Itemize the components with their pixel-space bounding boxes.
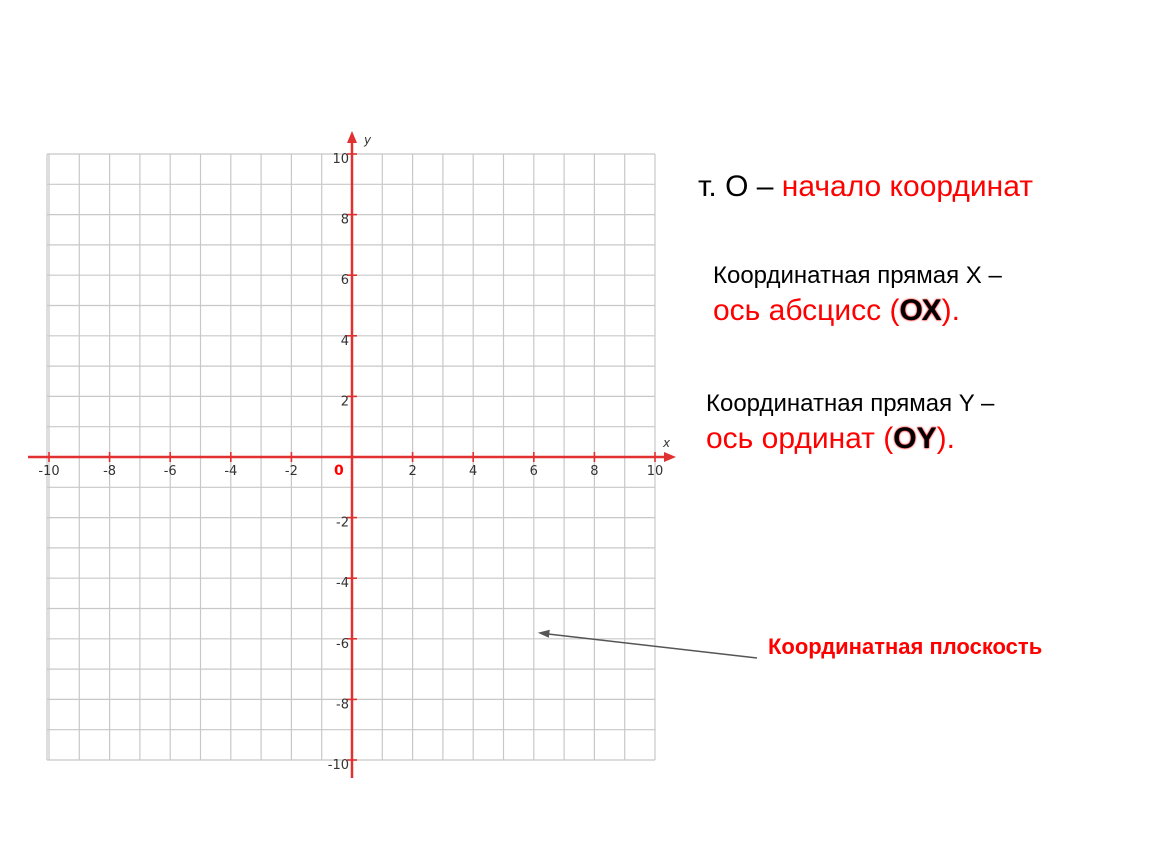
pointer-line: [546, 634, 757, 658]
y-term-close: ).: [936, 422, 955, 455]
x-line-label: Координатная прямая X –: [713, 262, 1002, 289]
origin-term: начало координат: [781, 170, 1033, 203]
x-tick-label: 2: [408, 464, 417, 479]
y-tick-label: -6: [336, 636, 349, 652]
x-tick-label: 10: [646, 464, 664, 479]
x-term: [713, 294, 1002, 328]
x-tick-label: 6: [529, 464, 538, 479]
y-tick-label: -8: [336, 697, 349, 713]
y-tick-label: -4: [336, 576, 349, 592]
origin-definition: [698, 170, 1033, 204]
y-tick-label: -2: [336, 515, 349, 531]
y-tick-label: 2: [340, 394, 349, 410]
x-tick-label: -4: [224, 464, 238, 479]
x-term-close: ).: [941, 294, 960, 327]
x-term-open: ось абсцисс (: [713, 294, 900, 327]
x-tick-label: 4: [469, 464, 478, 479]
y-tick-label: -10: [327, 758, 349, 773]
pointer-arrowhead: [538, 630, 550, 638]
axes: [28, 131, 676, 778]
y-term: [706, 422, 994, 456]
y-axis-arrowhead: [347, 131, 357, 143]
y-tick-label: 4: [340, 333, 349, 349]
x-tick-label: 8: [590, 464, 599, 479]
x-tick-label: -10: [38, 464, 60, 479]
y-tick-label: 6: [340, 273, 349, 289]
y-axis-name: y: [364, 133, 372, 147]
y-line-label: Координатная прямая Y –: [706, 390, 995, 417]
origin-label: 0: [334, 463, 344, 479]
x-term-letters: ОХ: [899, 294, 942, 327]
y-tick-label: 8: [340, 212, 349, 228]
x-tick-label: -2: [284, 464, 298, 479]
y-tick-label: 10: [332, 152, 349, 167]
x-tick-label: -8: [103, 464, 117, 479]
origin-prefix: т. О –: [698, 170, 782, 203]
plane-label: Координатная плоскость: [768, 634, 1043, 659]
x-axis-name: x: [663, 436, 671, 450]
pointer-arrow: [538, 630, 757, 658]
x-tick-label: -6: [163, 464, 177, 479]
y-term-letters: OY: [893, 422, 937, 455]
x-axis-definition: [713, 262, 1002, 328]
x-axis-arrowhead: [664, 452, 676, 462]
y-axis-definition: [706, 390, 994, 456]
y-term-open: ось ординат (: [706, 422, 894, 455]
